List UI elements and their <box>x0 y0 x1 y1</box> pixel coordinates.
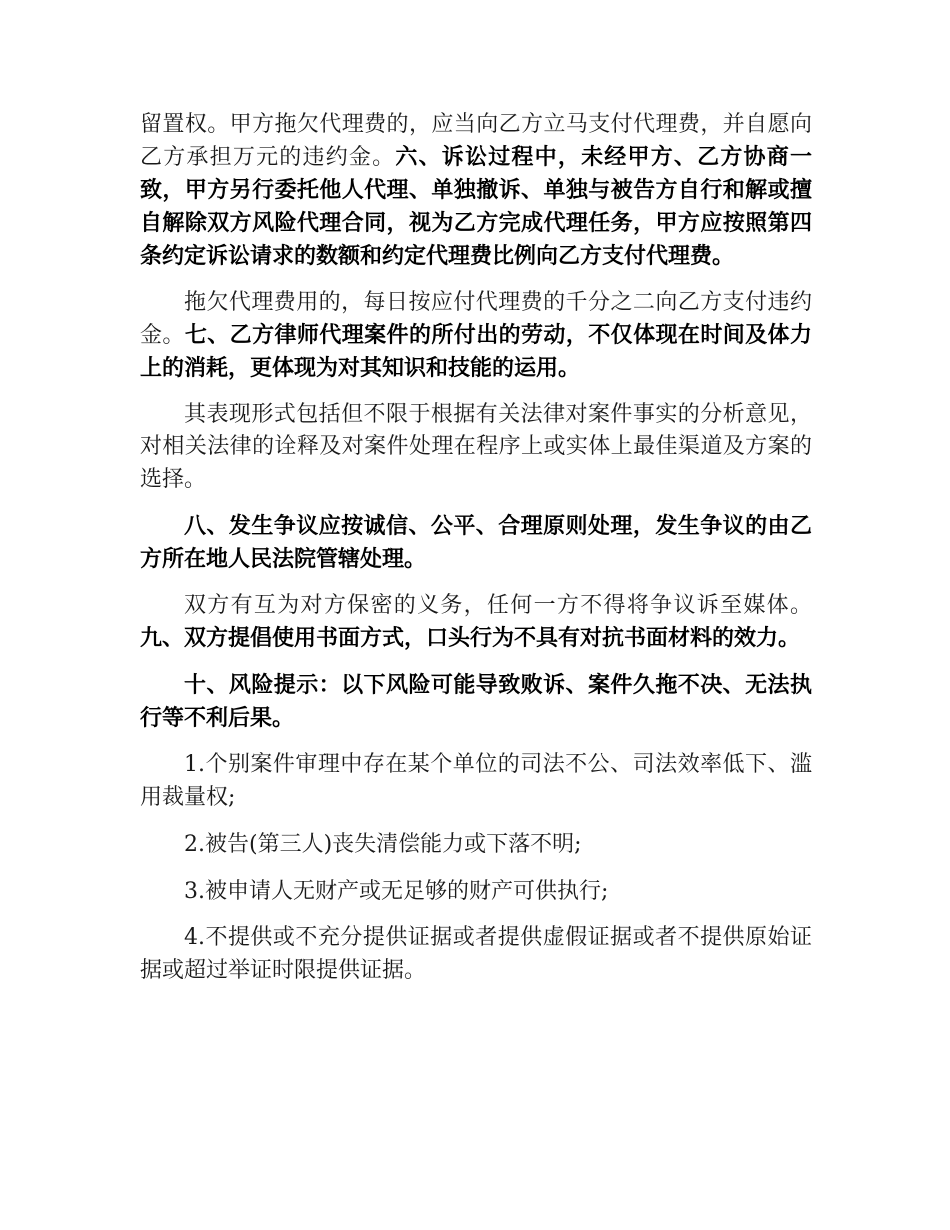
risk-item-1 <box>140 749 812 814</box>
paragraph-lien-and-clause-six <box>140 109 812 273</box>
clause-ten-text: 十、风险提示：以下风险可能导致败诉、案件久拖不决、无法执行等不利后果。 <box>140 672 812 731</box>
paragraph-clause-eight <box>140 510 812 576</box>
paragraph-text: 其表现形式包括但不限于根据有关法律对案件事实的分析意见，对相关法律的诠释及对案件处理在程序上或实体上最佳渠道及方案的选择。 <box>140 402 812 492</box>
paragraph-text: 拖欠代理费用的，每日按应付代理费的千分之二向乙方支付违约金。 <box>140 290 812 348</box>
paragraph-text: 留置权。甲方拖欠代理费的，应当向乙方立马支付代理费，并自愿向乙方承担万元的违约金。 <box>140 112 812 170</box>
risk-item-3 <box>140 875 812 908</box>
clause-nine-text: 九、双方提倡使用书面方式，口头行为不具有对抗书面材料的效力。 <box>140 625 801 651</box>
clause-eight-text: 八、发生争议应按诚信、公平、合理原则处理，发生争议的由乙方所在地人民法院管辖处理。 <box>140 513 812 572</box>
risk-item-2 <box>140 828 812 861</box>
risk-item-text: 1.个别案件审理中存在某个单位的司法不公、司法效率低下、滥用裁量权; <box>140 752 812 810</box>
clause-six-text: 六、诉讼过程中，未经甲方、乙方协商一致，甲方另行委托他人代理、单独撤诉、单独与被告方自行和解或擅自解除双方风险代理合同，视为乙方完成代理任务，甲方应按照第四条约定诉讼请求的数额和约定代理费比例向乙方支付代理费。 <box>140 144 812 269</box>
risk-item-4 <box>140 922 812 987</box>
paragraph-late-fee-and-clause-seven <box>140 287 812 385</box>
paragraph-confidentiality-and-clause-nine <box>140 590 812 655</box>
paragraph-text: 双方有互为对方保密的义务，任何一方不得将争议诉至媒体。 <box>184 593 812 618</box>
clause-seven-text: 七、乙方律师代理案件的所付出的劳动，不仅体现在时间及体力上的消耗，更体现为对其知识和技能的运用。 <box>140 322 812 381</box>
document-page <box>140 109 812 1001</box>
risk-item-text: 3.被申请人无财产或无足够的财产可供执行; <box>184 879 609 904</box>
risk-item-text: 4.不提供或不充分提供证据或者提供虚假证据或者不提供原始证据或超过举证时限提供证据。 <box>140 925 812 983</box>
risk-item-text: 2.被告(第三人)丧失清偿能力或下落不明; <box>184 832 582 857</box>
paragraph-forms-of-service <box>140 399 812 496</box>
paragraph-clause-ten-risk-notice <box>140 669 812 735</box>
